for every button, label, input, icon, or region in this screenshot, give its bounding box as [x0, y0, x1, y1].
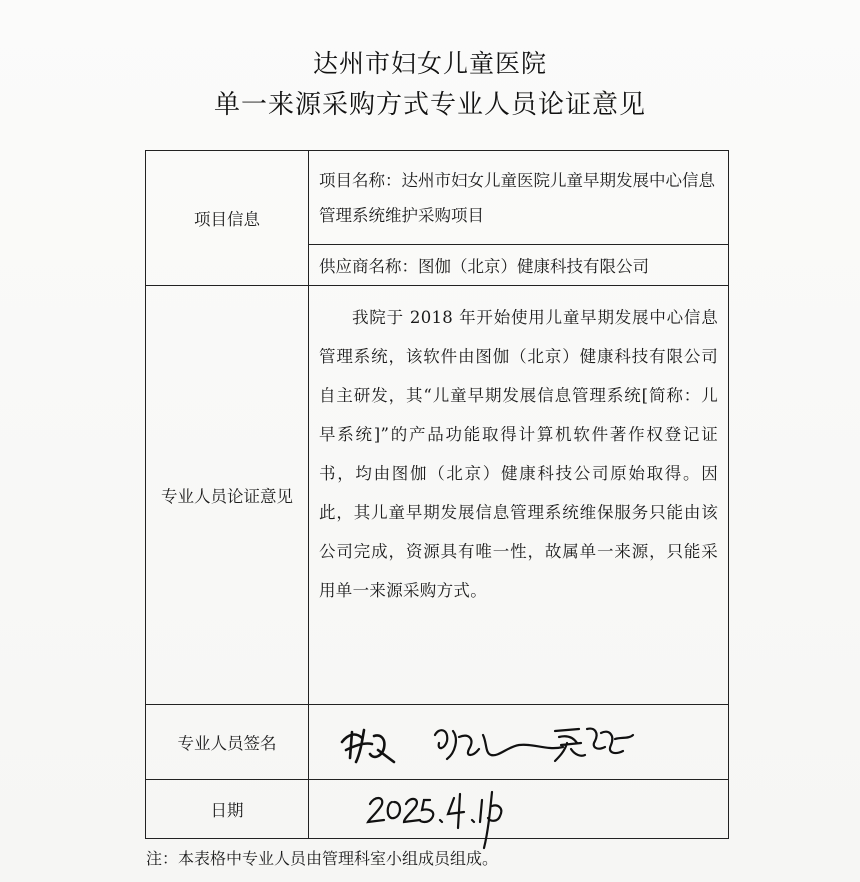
project-info-label: 项目信息	[146, 151, 309, 286]
footer-note: 注：本表格中专业人员由管理科室小组成员组成。	[146, 849, 499, 868]
opinion-text: 我院于 2018 年开始使用儿童早期发展中心信息管理系统，该软件由图伽（北京）健康科技有限公司自主研发，其“儿童早期发展信息管理系统[简称：儿早系统]”的产品功能取得计算机软件著作权登记证书，均由图伽（北京）健康科技公司原始取得。因此，其儿童早期发展信息管理系统维保服务只能由该公司完成，资源具有唯一性，故属单一来源，只能采用单一来源采购方式。	[309, 286, 729, 705]
date-label: 日期	[146, 780, 309, 839]
handwritten-date	[364, 782, 514, 852]
project-name-cell: 项目名称：达州市妇女儿童医院儿童早期发展中心信息管理系统维护采购项目	[309, 151, 729, 245]
handwritten-signature-1	[334, 720, 404, 770]
signature-cell	[309, 705, 729, 780]
document-title: 单一来源采购方式专业人员论证意见	[213, 90, 646, 120]
handwritten-signature-3	[549, 717, 639, 767]
supplier-cell: 供应商名称：图伽（北京）健康科技有限公司	[309, 245, 729, 286]
opinion-label: 专业人员论证意见	[146, 286, 309, 705]
date-cell	[309, 780, 729, 839]
signature-label: 专业人员签名	[146, 705, 309, 780]
opinion-form-table	[145, 150, 729, 839]
handwritten-signature-2	[429, 717, 569, 767]
hospital-title: 达州市妇女儿童医院	[312, 49, 547, 78]
